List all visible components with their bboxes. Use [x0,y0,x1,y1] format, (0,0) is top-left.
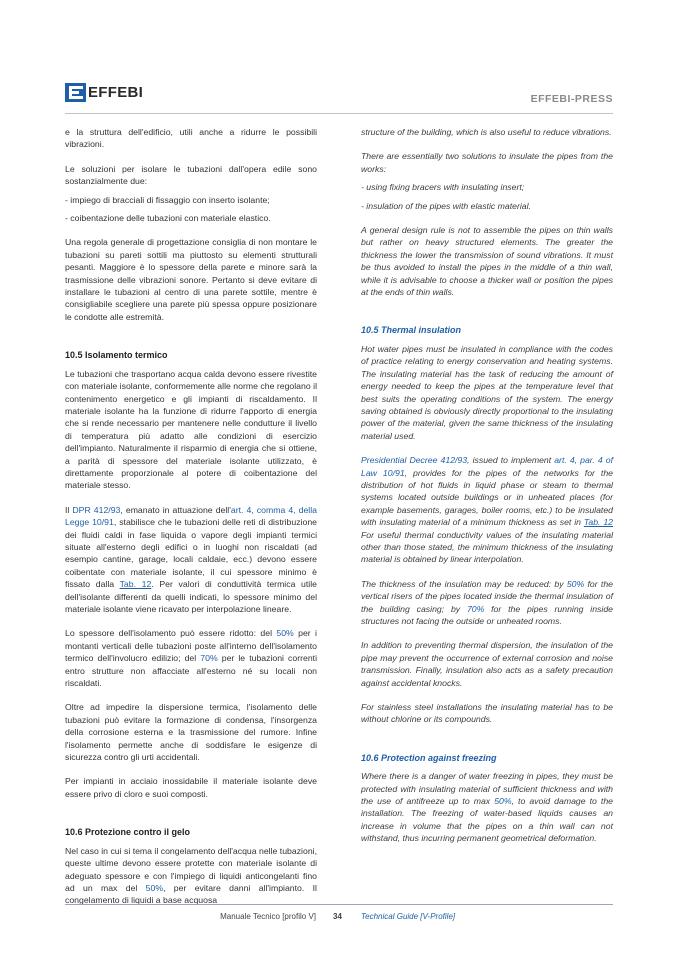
paragraph: Le tubazioni che trasportano acqua calda devono essere rivestite con materiale isolante, conformemente alle norme che regolano il contenimento energetico e gli impianti di riscaldamento. Il materiale isolante ha la funzione di ridurre l'apporto di energia che si rende necessario per mantenere nelle condutture il livello di temperatura più adatto alle condizioni di esercizio dell'impianto. Naturalmente il risparmio di energia che si ottiene, a parità di spessore del materiale isolante utilizzato, è direttamente proporzionale al potere di coibentazione del materiale stesso. [65,368,317,491]
footer-divider [65,904,613,905]
paragraph: Le soluzioni per isolare le tubazioni dall'opera edile sono sostanzialmente due: [65,163,317,187]
paragraph: Lo spessore dell'isolamento può essere ridotto: del 50% per i montanti verticali delle tubazioni poste all'interno dell'isolamento termico dell'involucro edilizio; del 70% per le tubazioni correnti entro strutture non affacciate all'esterno né su locali non riscaldati. [65,628,318,689]
section-heading-10-6: 10.6 Protezione contro il gelo [65,827,191,838]
link-tab-12[interactable]: Tab. 12 [119,579,152,590]
paragraph: Il DPR 412/93, emanato in attuazione dell'art. 4, comma 4, della Legge 10/91, stabilisce che le tubazioni delle reti di distribuzione dei fluidi caldi in fase liquida o vapore degli impianti termici situate all'esterno degli edifici o in luoghi non riscaldati (ad esempio cantine, garage, locali caldaie, ecc.) devono essere coibentate con materiale isolante, il cui spessore minimo è fissato dalla Tab. 12. Per valori di conduttività termica utile dell'isolante differenti da quelli indicati, lo spessore minimo del materiale isolante viene ricavato per interpolazione lineare. [65,504,317,614]
list-item: - impiego di bracciali di fissaggio con inserto isolante; [65,194,270,205]
paragraph: The thickness of the insulation may be reduced: by 50% for the vertical risers of the pipes located inside the thermal insulation of the building casing; by 70% for the pipes running inside structures not facing the outside or unheated rooms. [361,578,613,626]
highlight-70: 70% [200,653,218,664]
highlight-50: 50% [566,578,585,589]
paragraph: Hot water pipes must be insulated in compliance with the codes of practice relating to energy conservation and heating systems. The insulating material has the task of reducing the amount of energy needed to keep the pipes at the temperature level that best suits the operating conditions of the system. The energy saving obtained is obviously directly proportional to the insulating power of the material, given the same thickness of the insulating material used. [361,343,613,441]
page-number: 34 [333,912,342,921]
english-column [361,126,613,845]
paragraph: In addition to preventing thermal dispersion, the insulation of the pipe may prevent the occurrence of external corrosion and noise transmission. Finally, insulation also acts as a safety precaution against accidental knocks. [361,640,613,688]
link-tab-12[interactable]: Tab. 12 [583,517,613,528]
footer-right-title: Technical Guide [V-Profile] [361,912,456,921]
paragraph: Una regola generale di progettazione consiglia di non montare le tubazioni su pareti sottili ma piuttosto su elementi strutturali pesanti. Maggiore è lo spessore della parete e minore sarà la trasmissione delle vibrazioni sonore. Pertanto si deve evitare di installare le tubazioni al centro di una parete sottile, mentre è consigliabile scegliere una parete più spessa oppure posizionare le condotte alle estremità. [65,237,317,322]
logo-text: EFFEBI [88,84,144,101]
logo [65,83,143,102]
page-header [0,0,678,110]
list-item: - insulation of the pipes with elastic material. [361,200,531,211]
header-divider [65,113,613,114]
paragraph: Where there is a danger of water freezing in pipes, they must be protected with insulating material of sufficient thickness and with the use of antifreeze up to max 50%, to avoid damage to the installation. The freezing of water-based liquids causes an increase in volume that the pipes on a thin wall can not withstand, thus incurring permanent geometrical deformation. [361,771,613,844]
section-heading-10-6: 10.6 Protection against freezing [361,752,497,763]
paragraph: Presidential Decree 412/93, issued to implement art. 4, par. 4 of Law 10/91, provides for the pipes of the networks for the distribution of hot fluids in liquid phase or steam to thermal systems located outside buildings or in unheated places (for example basements, garages, boiler rooms, etc.) to be insulated with insulating material of a minimum thickness as set in Tab. 12 For useful thermal conductivity values of the insulating material other than those stated, the minimum thickness of the insulating material is obtained by linear interpolation. [361,455,613,565]
footer-left-title: Manuale Tecnico [profilo V] [220,912,316,921]
list-item: - coibentazione delle tubazioni con materiale elastico. [65,213,271,224]
highlight-70: 70% [466,603,485,614]
link-law-10-91[interactable]: art. 4, par. 4 of Law 10/91 [361,455,613,478]
logo-mark-icon [65,83,86,102]
paragraph: Per impianti in acciaio inossidabile il materiale isolante deve essere privo di cloro e suoi composti. [65,776,317,799]
paragraph: There are essentially two solutions to insulate the pipes from the works: [361,151,613,174]
section-heading-10-5: 10.5 Thermal insulation [361,325,462,336]
section-heading-10-5: 10.5 Isolamento termico [65,350,168,361]
highlight-50: 50% [494,796,512,807]
highlight-50: 50% [276,628,294,639]
brand-name: EFFEBI-PRESS [530,93,613,105]
highlight-50: 50% [145,882,164,893]
link-presidential-decree[interactable]: Presidential Decree 412/93 [361,455,468,466]
link-dpr-412-93[interactable]: DPR 412/93 [72,504,121,515]
link-legge-10-91[interactable]: art. 4, comma 4, della Legge 10/91 [65,504,317,528]
list-item: - using fixing bracers with insulating insert; [361,182,525,193]
paragraph: Oltre ad impedire la dispersione termica, l'isolamento delle tubazioni può evitare la formazione di condensa, l'insorgenza della corrosione esterna e la trasmissione del rumore. Infine l'isolamento permette anche di soddisfare le esigenze di sicurezza contro gli urti accidentali. [65,702,317,763]
paragraph: A general design rule is not to assemble the pipes on thin walls but rather on heavy structured elements. The greater the thickness the lower the transmission of sound vibrations. It must be thus avoided to install the pipes in the middle of a thin wall, while it is advisable to choose a thicker wall or position the pipes at the ends of thin walls. [361,225,613,298]
paragraph: Nel caso in cui si tema il congelamento dell'acqua nelle tubazioni, queste ultime devono essere protette con materiale isolante di adeguato spessore e con l'impiego di liquidi anticongelanti fino ad un max del 50%, per evitare danni all'impianto. Il congelamento di liquidi a base acquosa [65,845,317,906]
paragraph: e la struttura dell'edificio, utili anche a ridurre le possibili vibrazioni. [65,127,317,150]
paragraph: For stainless steel installations the insulating material has to be without chlorine or its compounds. [361,702,613,725]
italian-column [65,126,317,907]
paragraph: structure of the building, which is also useful to reduce vibrations. [361,127,612,137]
